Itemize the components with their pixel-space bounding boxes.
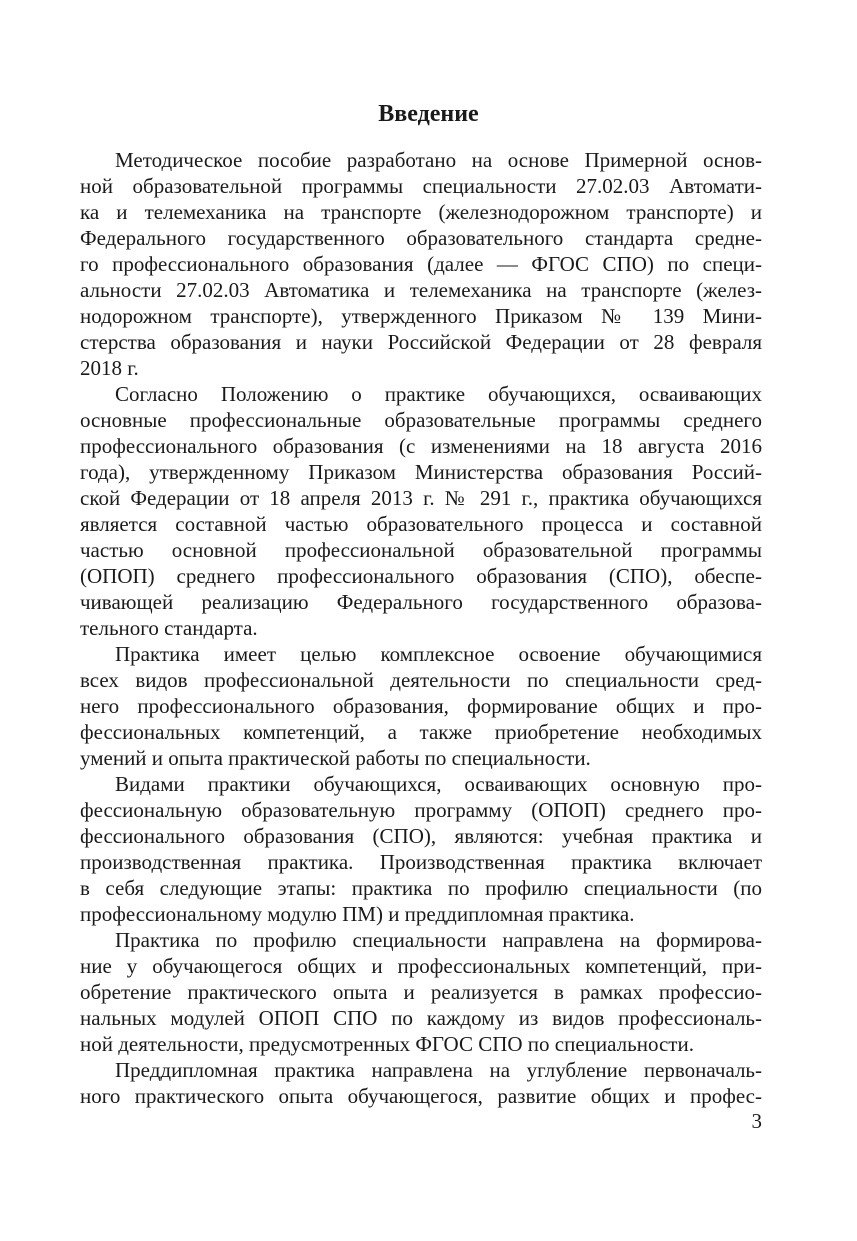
text-line: умений и опыта практической работы по специальности. bbox=[80, 746, 591, 770]
paragraph bbox=[80, 641, 762, 771]
text-line: всех видов профессиональной деятельности по специальности сред- bbox=[80, 668, 762, 692]
text-line: обретение практического опыта и реализуется в рамках профессио- bbox=[80, 980, 762, 1004]
paragraph bbox=[80, 771, 762, 927]
text-line: частью основной профессиональной образовательной программы bbox=[80, 538, 762, 562]
text-line: ной деятельности, предусмотренных ФГОС СПО по специальности. bbox=[80, 1032, 694, 1056]
text-line: го профессионального образования (далее — ФГОС СПО) по специ- bbox=[80, 252, 762, 276]
text-line: Видами практики обучающихся, осваивающих основную про- bbox=[115, 772, 762, 796]
text-line: фессиональную образовательную программу (ОПОП) среднего про- bbox=[80, 798, 762, 822]
text-line: Согласно Положению о практике обучающихся, осваивающих bbox=[115, 382, 762, 406]
text-line: Федерального государственного образовательного стандарта средне- bbox=[80, 226, 762, 250]
text-line: (ОПОП) среднего профессионального образования (СПО), обеспе- bbox=[80, 564, 762, 588]
text-line: альности 27.02.03 Автоматика и телемеханика на транспорте (желез- bbox=[80, 278, 762, 302]
text-line: фессиональных компетенций, а также приобретение необходимых bbox=[80, 720, 762, 744]
text-line: Методическое пособие разработано на основе Примерной основ- bbox=[115, 148, 762, 172]
text-line: фессионального образования (СПО), являются: учебная практика и bbox=[80, 824, 762, 848]
text-line: ской Федерации от 18 апреля 2013 г. № 291 г., практика обучающихся bbox=[80, 486, 762, 510]
text-line: ного практического опыта обучающегося, развитие общих и профес- bbox=[80, 1084, 762, 1108]
text-line: тельного стандарта. bbox=[80, 616, 258, 640]
paragraph bbox=[80, 927, 762, 1057]
text-line: Преддипломная практика направлена на углубление первоначаль- bbox=[115, 1058, 762, 1082]
text-line: Практика имеет целью комплексное освоение обучающимися bbox=[115, 642, 762, 666]
text-line: является составной частью образовательного процесса и составной bbox=[80, 512, 762, 536]
text-line: стерства образования и науки Российской Федерации от 28 февраля bbox=[80, 330, 762, 354]
text-line: основные профессиональные образовательные программы среднего bbox=[80, 408, 762, 432]
text-line: производственная практика. Производственная практика включает bbox=[80, 850, 762, 874]
page-number: 3 bbox=[751, 1109, 762, 1133]
text-line: ной образовательной программы специальности 27.02.03 Автомати- bbox=[80, 174, 762, 198]
paragraph bbox=[80, 147, 762, 381]
text-line: нальных модулей ОПОП СПО по каждому из видов профессиональ- bbox=[80, 1006, 762, 1030]
page-title: Введение bbox=[378, 101, 479, 127]
text-line: 2018 г. bbox=[80, 356, 139, 380]
text-line: ка и телемеханика на транспорте (железнодорожном транспорте) и bbox=[80, 200, 762, 224]
text-line: чивающей реализацию Федерального государственного образова- bbox=[80, 590, 762, 614]
text-line: профессиональному модулю ПМ) и преддипломная практика. bbox=[80, 902, 635, 926]
paragraph bbox=[80, 381, 762, 641]
text-line: ние у обучающегося общих и профессиональных компетенций, при- bbox=[80, 954, 762, 978]
text-line: в себя следующие этапы: практика по профилю специальности (по bbox=[80, 876, 762, 900]
text-line: профессионального образования (с изменениями на 18 августа 2016 bbox=[80, 434, 762, 458]
text-line: него профессионального образования, формирование общих и про- bbox=[80, 694, 762, 718]
text-line: нодорожном транспорте), утвержденного Приказом № 139 Мини- bbox=[80, 304, 762, 328]
text-line: Практика по профилю специальности направлена на формирова- bbox=[115, 928, 762, 952]
paragraph bbox=[80, 1057, 762, 1109]
document-body bbox=[80, 147, 762, 1109]
text-line: года), утвержденному Приказом Министерства образования Россий- bbox=[80, 460, 762, 484]
